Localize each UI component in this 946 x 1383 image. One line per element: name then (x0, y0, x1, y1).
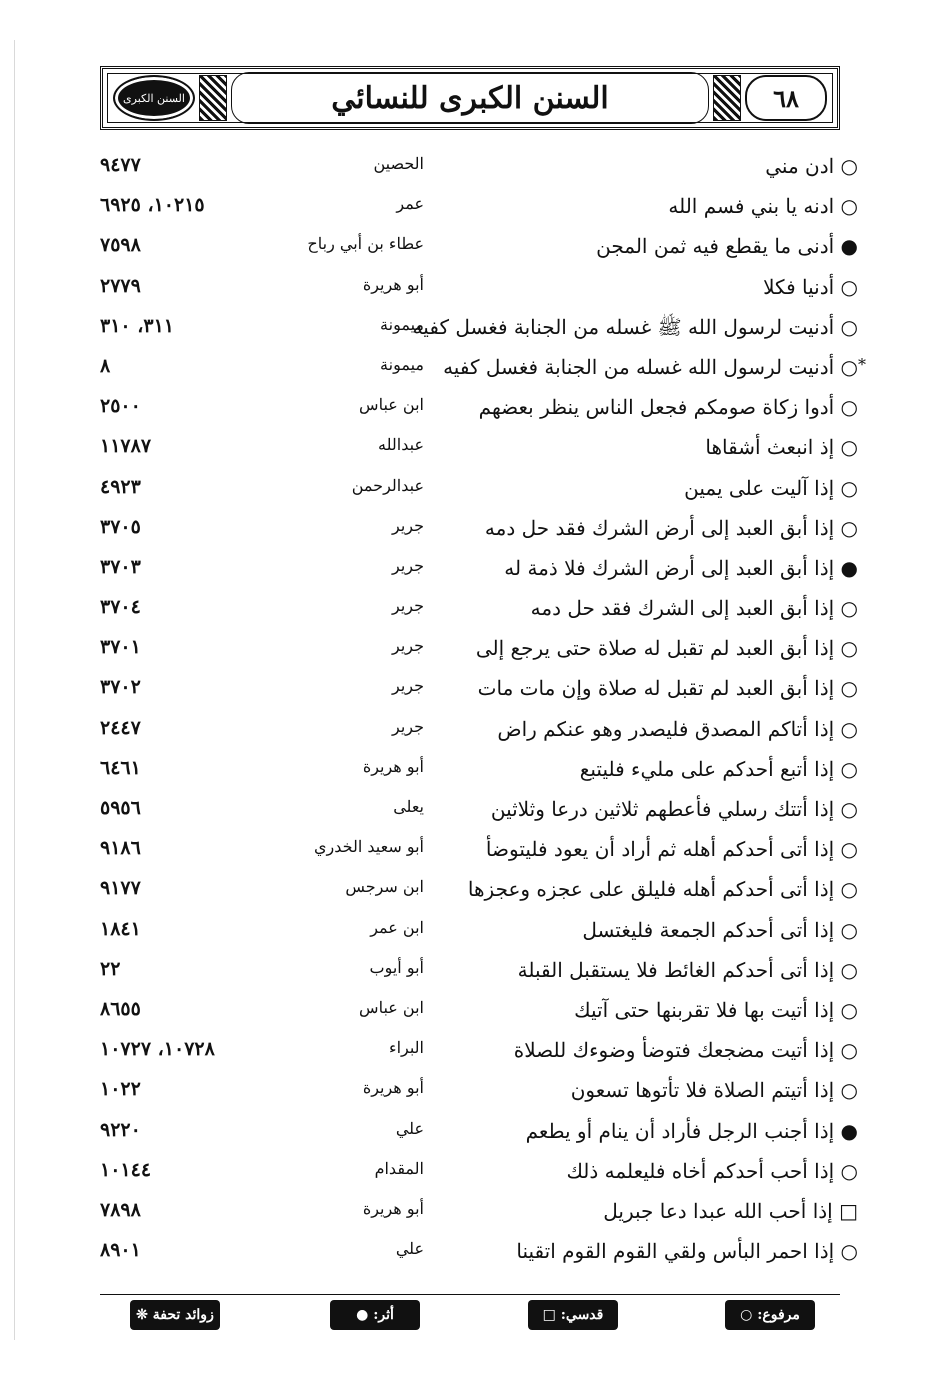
hadith-numbers: ٣٧٠٤ (100, 596, 141, 619)
hadith-opening-text: إذا أبق العبد لم تقبل له صلاة وإن مات مات (477, 676, 835, 701)
hadith-opening (486, 837, 858, 861)
hadith-opening (491, 797, 858, 821)
hadith-type-marker: ○ (840, 354, 858, 379)
hadith-numbers: ١٠١٤٤ (100, 1158, 152, 1181)
hadith-opening-text: إذا أبق العبد إلى الشرك فقد حل دمه (530, 596, 835, 621)
index-row (0, 1153, 946, 1193)
index-row (0, 349, 946, 389)
index-row (0, 670, 946, 710)
hadith-opening (526, 1119, 858, 1143)
ornament-right (713, 75, 741, 121)
index-row (0, 791, 946, 831)
hadith-opening (684, 476, 858, 500)
hadith-opening-text: إذا أتيت مضجعك فتوضأ وضوءك للصلاة (513, 1038, 835, 1063)
hadith-numbers: ٨ (100, 354, 111, 377)
hadith-opening-text: إذا أبق العبد لم تقبل له صلاة حتى يرجع إلى (475, 636, 835, 661)
hadith-type-marker: ○ (840, 1158, 858, 1183)
index-row (0, 831, 946, 871)
hadith-opening-text: إذ انبعث أشقاها (705, 435, 835, 460)
hadith-opening-text: أدنيا فكلا (763, 274, 835, 299)
hadith-type-marker: ○ (840, 194, 858, 219)
index-row (0, 711, 946, 751)
narrator-name: أبو هريرة (362, 1198, 424, 1218)
narrator-name: عبدالله (378, 435, 424, 455)
legend-zawaid-text: زوائد تحفة ❊ (136, 1307, 214, 1323)
hadith-opening (763, 275, 858, 299)
hadith-type-marker: ○ (840, 797, 858, 821)
index-row (0, 550, 946, 590)
hadith-opening (479, 395, 858, 419)
index-row (0, 871, 946, 911)
index-row (0, 751, 946, 791)
narrator-name: ابن عباس (359, 395, 424, 415)
hadith-type-marker: ○ (840, 837, 858, 862)
index-row (0, 992, 946, 1032)
hadith-numbers: ٧٨٩٨ (100, 1198, 141, 1221)
book-title (231, 72, 709, 124)
narrator-name: ابن عباس (359, 997, 424, 1017)
hadith-opening (514, 1038, 858, 1062)
index-row (0, 429, 946, 469)
hadith-numbers: ١٠٢١٥، ٦٩٢٥ (100, 194, 205, 217)
hadith-opening-text: إذا أتيت بها فلا تقربنها حتى آتيك (574, 997, 835, 1022)
hadith-type-marker: ○ (840, 1038, 858, 1063)
hadith-numbers: ٩١٨٦ (100, 837, 141, 860)
hadith-opening (443, 355, 858, 379)
narrator-name: علي (395, 1239, 424, 1259)
narrator-name: يعلى (393, 797, 424, 816)
hadith-numbers: ٣٧٠٢ (100, 676, 141, 699)
hadith-numbers: ٣٧٠٥ (100, 515, 141, 538)
legend-marfu-text: مرفوع: ○ (740, 1307, 800, 1323)
narrator-name: جرير (392, 636, 424, 656)
hadith-type-marker: ● (840, 234, 858, 259)
index-row (0, 269, 946, 309)
hadith-numbers: ٢٤٤٧ (100, 716, 141, 739)
narrator-name: عطاء بن أبي رباح (307, 234, 424, 254)
hadith-opening (478, 676, 858, 700)
hadith-numbers: ٣٧٠١ (100, 636, 141, 659)
hadith-numbers: ٧٥٩٨ (100, 234, 141, 257)
index-row (0, 188, 946, 228)
index-row (0, 470, 946, 510)
narrator-name: عبدالرحمن (351, 475, 424, 495)
zawaid-star: * (858, 354, 866, 374)
hadith-numbers: ٨٩٠١ (100, 1239, 141, 1262)
narrator-name: جرير (392, 515, 424, 535)
hadith-opening-text: إذا أتاكم المصدق فليصدر وهو عنكم راض (497, 716, 835, 741)
hadith-opening (413, 315, 858, 344)
hadith-numbers: ١٠٢٢ (100, 1078, 141, 1101)
index-row (0, 1072, 946, 1112)
hadith-type-marker: ○ (840, 596, 858, 621)
hadith-numbers: ٦٤٦١ (100, 756, 141, 779)
narrator-name: أبو هريرة (362, 1078, 424, 1098)
hadith-opening-text: إذا أتبع أحدكم على مليء فليتبع (579, 756, 835, 781)
hadith-opening-text: إذا أحب أحدكم أخاه فليعلمه ذلك (566, 1158, 835, 1183)
hadith-numbers: ٩١٧٧ (100, 877, 141, 900)
hadith-type-marker: ○ (840, 917, 858, 942)
hadith-numbers: ٩٤٧٧ (100, 154, 141, 176)
hadith-opening (582, 918, 858, 942)
hadith-numbers: ٣١١، ٣١٠ (100, 314, 174, 337)
hadith-opening (603, 1199, 858, 1223)
hadith-numbers: ٣٧٠٣ (100, 555, 141, 578)
hadith-opening (596, 234, 858, 258)
index-row (0, 228, 946, 268)
legend-qudsi (528, 1300, 618, 1330)
hadith-opening-text: إذا أبق العبد إلى أرض الشرك فقد حل دمه (484, 515, 835, 540)
hadith-type-marker: ○ (840, 274, 858, 299)
hadith-opening (504, 556, 858, 580)
hadith-opening-text: إذا أتى أحدكم أهله ثم أراد أن يعود فليتوضأ (485, 837, 835, 862)
hadith-type-marker: ○ (840, 515, 858, 540)
hadith-opening-text: إذا احمر البأس ولقي القوم القوم اتقينا (516, 1239, 835, 1264)
hadith-opening (566, 1159, 858, 1183)
narrator-name: البراء (389, 1038, 424, 1058)
hadith-opening (765, 154, 858, 178)
narrator-name: الحصين (373, 154, 424, 173)
index-row (0, 1113, 946, 1153)
narrator-name: ميمونة (380, 314, 424, 334)
footer-rule (100, 1294, 840, 1295)
legend-qudsi-text: قدسي: □ (542, 1307, 604, 1323)
hadith-type-marker: ○ (840, 395, 858, 420)
hadith-opening-text: إذا أجنب الرجل فأراد أن ينام أو يطعم (525, 1118, 835, 1143)
hadith-type-marker: ○ (840, 435, 858, 460)
hadith-type-marker: ○ (840, 877, 858, 902)
hadith-opening (497, 717, 858, 741)
hadith-type-marker: ○ (840, 314, 858, 339)
emblem-text: السنن الكبرى (123, 91, 185, 105)
narrator-name: ابن عمر (370, 917, 424, 937)
hadith-opening (580, 757, 858, 781)
ornament-left (199, 75, 227, 121)
hadith-opening (516, 1239, 858, 1263)
hadith-numbers: ٢٧٧٩ (100, 274, 141, 297)
narrator-name: أبو هريرة (362, 274, 424, 294)
hadith-opening-text: أدنيت لرسول الله غسله من الجنابة فغسل كفيه (443, 354, 835, 379)
hadith-numbers: ٥٩٥٦ (100, 797, 141, 819)
hadith-opening-text: إذا أتتك رسلي فأعطهم ثلاثين درعا وثلاثين (490, 797, 835, 821)
index-row (0, 912, 946, 952)
hadith-numbers: ٩٢٢٠ (100, 1118, 141, 1141)
narrator-name: علي (395, 1118, 424, 1138)
narrator-name: جرير (392, 555, 424, 575)
narrator-name: المقدام (374, 1158, 424, 1178)
hadith-opening (518, 958, 858, 982)
hadith-opening (476, 636, 858, 660)
hadith-opening-text: أدوا زكاة صومكم فجعل الناس ينظر بعضهم (478, 395, 835, 420)
hadith-numbers: ٢٥٠٠ (100, 395, 141, 418)
index-row (0, 590, 946, 630)
hadith-opening-text: أدنى ما يقطع فيه ثمن المجن (596, 234, 835, 259)
hadith-numbers: ٨٦٥٥ (100, 997, 141, 1020)
hadith-opening-text: إذا آليت على يمين (684, 475, 835, 500)
hadith-numbers: ١١٧٨٧ (100, 435, 152, 458)
hadith-opening-text: إذا أحب الله عبدا دعا جبريل (603, 1198, 833, 1223)
page-number (745, 75, 827, 121)
hadith-type-marker: ○ (840, 676, 858, 701)
index-row (0, 1193, 946, 1233)
index-row (0, 1032, 946, 1072)
page-header (100, 66, 840, 130)
book-emblem (113, 75, 195, 121)
narrator-name: جرير (392, 716, 424, 736)
legend-zawaid (130, 1300, 220, 1330)
hadith-type-marker: ○ (840, 1239, 858, 1264)
hadith-opening (485, 516, 858, 540)
hadith-type-marker: ○ (840, 636, 858, 661)
narrator-name: عمر (396, 194, 424, 214)
narrator-name: ابن سرجس (345, 877, 424, 897)
narrator-name: جرير (392, 676, 424, 696)
hadith-opening-text: إذا أتيتم الصلاة فلا تأتوها تسعون (570, 1078, 835, 1103)
hadith-opening (668, 194, 858, 218)
index-row (0, 389, 946, 429)
hadith-opening-text: إذا أتى أحدكم أهله فليلق على عجزه وعجزها (467, 877, 835, 902)
index-row (0, 510, 946, 550)
hadith-type-marker: ○ (840, 957, 858, 982)
hadith-type-marker: ○ (840, 997, 858, 1022)
hadith-type-marker: ○ (840, 475, 858, 500)
hadith-numbers: ٤٩٢٣ (100, 475, 141, 498)
hadith-opening-text: إذا أتى أحدكم الجمعة فليغتسل (582, 917, 835, 942)
narrator-name: أبو أيوب (369, 957, 424, 977)
hadith-opening-text: ادن مني (765, 154, 835, 178)
hadith-numbers: ١٠٧٢٨، ١٠٧٢٧ (100, 1038, 215, 1061)
hadith-opening (705, 435, 858, 459)
hadith-opening-text: إذا أتى أحدكم الغائط فلا يستقبل القبلة (517, 957, 835, 982)
hadith-opening (574, 998, 858, 1022)
index-list (0, 148, 946, 1273)
hadith-numbers: ١٨٤١ (100, 917, 141, 940)
hadith-type-marker: ○ (840, 1078, 858, 1103)
hadith-opening-text: ادنه يا بني فسم الله (668, 194, 835, 219)
narrator-name: ميمونة (380, 354, 424, 374)
narrator-name: أبو سعيد الخدري (314, 837, 424, 857)
page-number-text: ٦٨ (773, 83, 799, 113)
hadith-numbers: ٢٢ (100, 957, 121, 980)
narrator-name: أبو هريرة (362, 756, 424, 776)
index-row (0, 952, 946, 992)
index-row (0, 309, 946, 349)
index-row (0, 630, 946, 670)
index-row (0, 148, 946, 188)
hadith-type-marker: □ (839, 1198, 858, 1223)
hadith-opening-text: إذا أبق العبد إلى أرض الشرك فلا ذمة له (504, 555, 835, 580)
hadith-opening-text: أدنيت لرسول الله ﷺ غسله من الجنابة فغسل كفيه (412, 314, 835, 339)
hadith-opening (531, 596, 858, 620)
hadith-opening (468, 877, 858, 901)
hadith-type-marker: ○ (840, 756, 858, 781)
legend-marfu (725, 1300, 815, 1330)
narrator-name: جرير (392, 596, 424, 616)
hadith-type-marker: ○ (840, 716, 858, 741)
index-row (0, 1233, 946, 1273)
hadith-type-marker: ● (840, 555, 858, 580)
hadith-type-marker: ● (840, 1118, 858, 1143)
hadith-opening (571, 1078, 858, 1102)
legend-athar-text: أثر: ● (356, 1307, 394, 1323)
book-title-text: السنن الكبرى للنسائي (331, 80, 609, 116)
hadith-type-marker: ○ (840, 154, 858, 178)
legend-athar (330, 1300, 420, 1330)
